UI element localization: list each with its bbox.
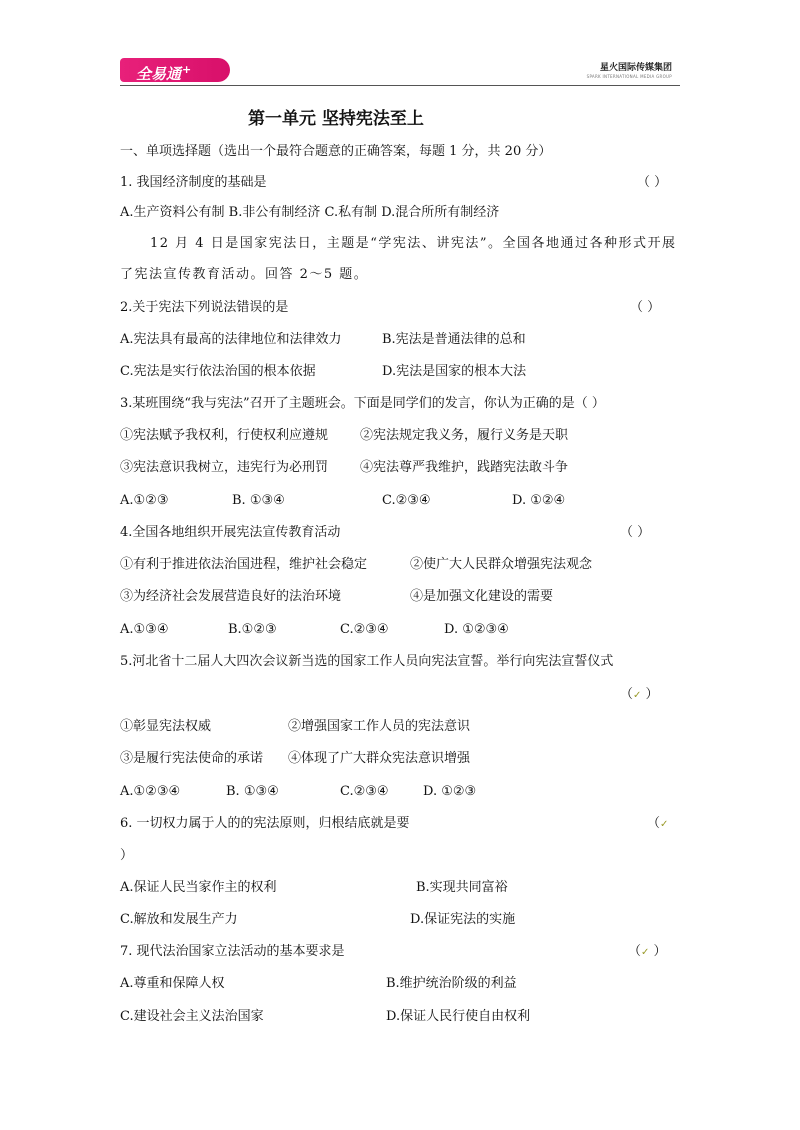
q6-option-c: C.解放和发展生产力 [120,912,238,927]
q6-option-d: D.保证宪法的实施 [410,912,516,927]
brand-logo-text: 全易通 [136,65,182,83]
brand-logo [120,58,230,82]
q4-option-c: C.②③④ [340,622,389,637]
q5-statement-3: ③是履行宪法使命的承诺 [120,751,264,766]
q1-answer-paren: （ ） [637,175,668,190]
q6-paren-open-char: （ [647,816,661,831]
q4-option-a: A.①③④ [120,622,169,637]
q6-stem: 6. 一切权力属于人的的宪法原则，归根结底就是要 [120,816,410,831]
passage-line-1: 12 月 4 日是国家宪法日，主题是“学宪法、讲宪法”。全国各地通过各种形式开展 [150,236,677,251]
q5-stem: 5.河北省十二届人大四次会议新当选的国家工作人员向宪法宣誓。举行向宪法宣誓仪式 [120,654,614,669]
q5-option-a: A.①②③④ [120,784,181,799]
page-title: 第一单元 坚持宪法至上 [248,109,424,129]
q7-option-d: D.保证人民行使自由权利 [386,1009,531,1024]
q4-answer-paren: （ ） [620,525,651,540]
q3-statement-3: ③宪法意识我树立，违宪行为必刑罚 [120,460,329,475]
q6-option-a: A.保证人民当家作主的权利 [120,880,277,895]
ink-mark-icon: ✓ [660,819,669,830]
q7-answer-paren [628,943,667,962]
q4-stem: 4.全国各地组织开展宪法宣传教育活动 [120,525,341,540]
brand-logo-plus: + [182,63,192,76]
q2-answer-paren: （ ） [630,300,661,315]
passage-line-2: 了宪法宣传教育活动。回答 2～5 题。 [120,267,369,282]
q2-option-b: B.宪法是普通法律的总和 [382,332,526,347]
q4-option-b: B.①②③ [228,622,277,637]
q7-paren-open: （ [628,944,642,959]
q2-stem: 2.关于宪法下列说法错误的是 [120,300,289,315]
ink-mark-icon: ✓ [633,690,642,701]
q6-option-b: B.实现共同富裕 [416,880,508,895]
q7-option-c: C.建设社会主义法治国家 [120,1009,264,1024]
q5-answer-paren [620,686,659,705]
publisher-name [587,60,672,79]
q5-statement-1: ①彰显宪法权威 [120,719,212,734]
q2-option-c: C.宪法是实行依法治国的根本依据 [120,364,316,379]
q3-statement-2: ②宪法规定我义务，履行义务是天职 [360,428,569,443]
q5-statement-2: ②增强国家工作人员的宪法意识 [288,719,471,734]
q7-option-a: A.尊重和保障人权 [120,976,225,991]
publisher-subtitle: SPARK INTERNATIONAL MEDIA GROUP [586,74,672,79]
q1-stem: 1. 我国经济制度的基础是 [120,175,267,190]
q3-statement-1: ①宪法赋予我权利，行使权利应遵规 [120,428,329,443]
publisher-title: 星火国际传媒集团 [599,63,672,73]
page-header [0,0,800,90]
q2-option-a: A.宪法具有最高的法律地位和法律效力 [120,332,342,347]
ink-mark-icon: ✓ [641,947,650,958]
q5-statement-4: ④体现了广大群众宪法意识增强 [288,751,471,766]
q3-option-b: B. ①③④ [232,493,285,508]
section-heading: 一、单项选择题（选出一个最符合题意的正确答案，每题 1 分，共 20 分） [120,144,552,159]
q4-statement-1: ①有利于推进依法治国进程，维护社会稳定 [120,557,368,572]
q5-option-d: D. ①②③ [423,784,477,799]
q5-option-b: B. ①③④ [226,784,279,799]
q5-option-c: C.②③④ [340,784,389,799]
q4-option-d: D. ①②③④ [444,622,509,637]
q6-paren-open [647,815,668,834]
q3-option-c: C.②③④ [382,493,431,508]
q5-paren-close: ） [641,687,659,702]
q3-stem: 3.某班围绕“我与宪法”召开了主题班会。下面是同学们的发言，你认为正确的是（ ） [120,396,605,411]
q3-option-d: D. ①②④ [512,493,566,508]
q3-option-a: A.①②③ [120,493,169,508]
q2-option-d: D.宪法是国家的根本大法 [382,364,527,379]
q7-paren-close: ） [649,944,667,959]
q3-statement-4: ④宪法尊严我维护，践踏宪法敢斗争 [360,460,569,475]
q1-options: A.生产资料公有制 B.非公有制经济 C.私有制 D.混合所所有制经济 [120,205,500,220]
q4-statement-2: ②使广大人民群众增强宪法观念 [410,557,593,572]
q7-option-b: B.维护统治阶级的利益 [386,976,517,991]
q6-paren-close: ） [120,848,134,863]
q7-stem: 7. 现代法治国家立法活动的基本要求是 [120,944,345,959]
q4-statement-4: ④是加强文化建设的需要 [410,589,554,604]
q5-paren-open: （ [620,687,634,702]
q4-statement-3: ③为经济社会发展营造良好的法治环境 [120,589,342,604]
header-rule [120,85,680,86]
